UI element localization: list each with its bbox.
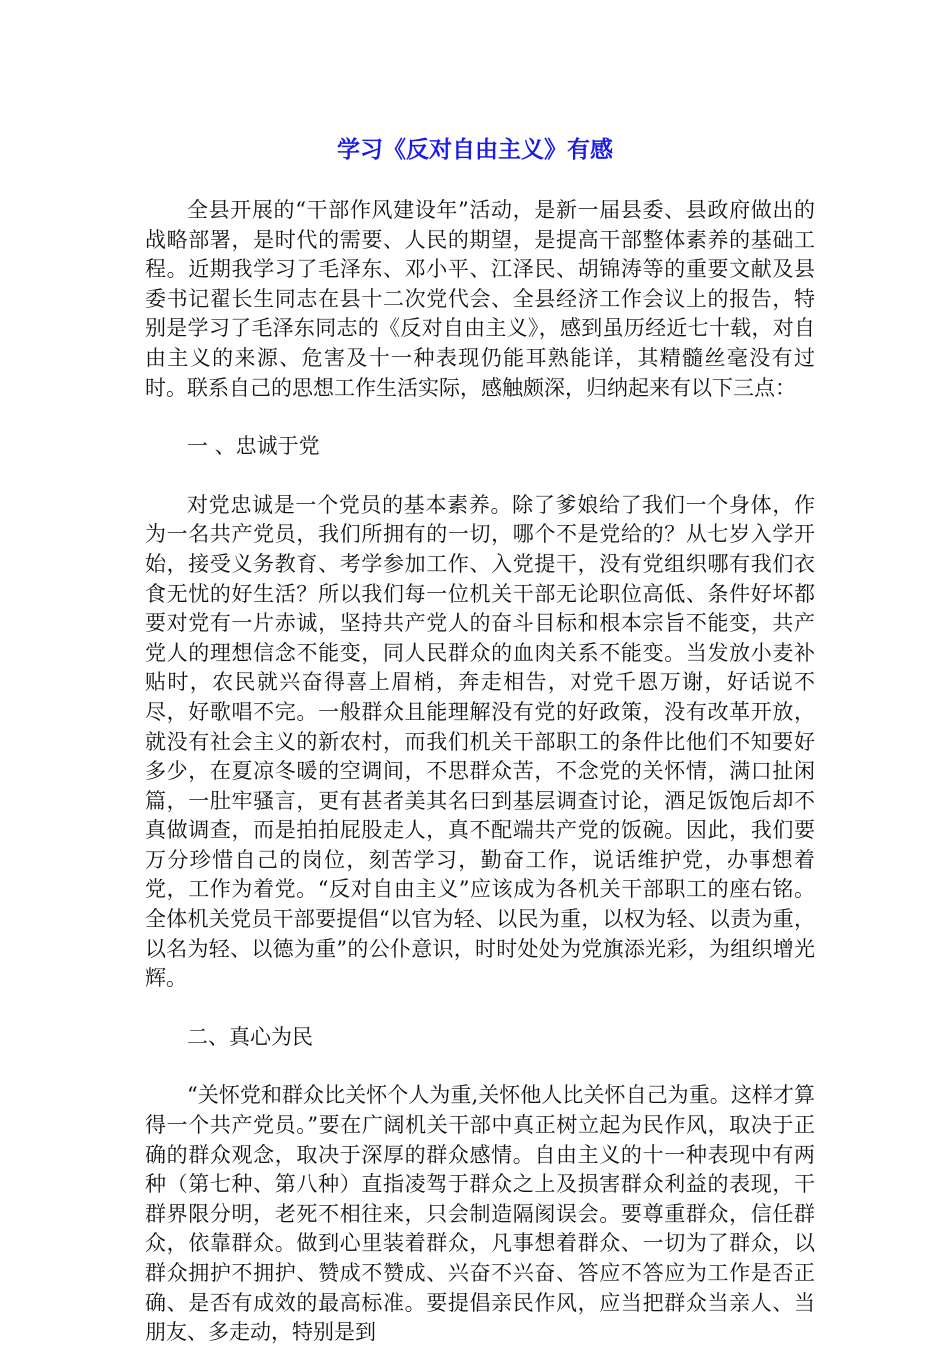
- section-heading-loyalty: 一 、忠诚于党: [187, 434, 320, 459]
- section-heading-people: 二、真心为民: [187, 1024, 313, 1049]
- paragraph-intro: 全县开展的“干部作风建设年”活动，是新一届县委、县政府做出的战略部署，是时代的需要、人民的期望，是提高干部整体素养的基础工程。近期我学习了毛泽东、邓小平、江泽民、胡锦涛等的重要文献及县委书记翟长生同志在县十二次党代会、全县经济工作会议上的报告，特别是学习了毛泽东同志的《反对自由主义》，感到虽历经近七十载，对自由主义的来源、危害及十一种表现仍能耳熟能详，其精髓丝毫没有过时。联系自己的思想工作生活实际，感触颇深，归纳起来有以下三点：: [145, 198, 815, 400]
- paragraph-loyalty: 对党忠诚是一个党员的基本素养。除了爹娘给了我们一个身体，作为一名共产党员，我们所拥有的一切，哪个不是党给的？从七岁入学开始，接受义务教育、考学参加工作、入党提干，没有党组织哪有我们衣食无忧的好生活？所以我们每一位机关干部无论职位高低、条件好坏都要对党有一片赤诚，坚持共产党人的奋斗目标和根本宗旨不能变，共产党人的理想信念不能变，同人民群众的血肉关系不能变。当发放小麦补贴时，农民就兴奋得喜上眉梢，奔走相告，对党千恩万谢，好话说不尽，好歌唱不完。一般群众且能理解没有党的好政策，没有改革开放，就没有社会主义的新农村，而我们机关干部职工的条件比他们不知要好多少，在夏凉冬暖的空调间，不思群众苦，不念党的关怀情，满口扯闲篇，一肚牢骚言，更有甚者美其名曰到基层调查讨论，酒足饭饱后却不真做调查，而是拍拍屁股走人，真不配端共产党的饭碗。因此，我们要万分珍惜自己的岗位，刻苦学习，勤奋工作，说话维护党，办事想着党，工作为着党。“反对自由主义”应该成为各机关干部职工的座右铭。全体机关党员干部要提倡“以官为轻、以民为重，以权为轻、以责为重，以名为轻、以德为重”的公仆意识，时时处处为党旗添光彩，为组织增光辉。: [145, 492, 815, 991]
- document-title: 学习《反对自由主义》有感: [337, 137, 613, 163]
- document-body: [145, 196, 815, 1348]
- paragraph-people: “关怀党和群众比关怀个人为重,关怀他人比关怀自己为重。这样才算得一个共产党员。”要在广阔机关干部中真正树立起为民作风，取决于正确的群众观念，取决于深厚的群众感情。自由主义的十一种表现中有两种（第七种、第八种）直指凌驾于群众之上及损害群众利益的表现，干群界限分明，老死不相往来，只会制造隔阂误会。要尊重群众，信任群众，依靠群众。做到心里装着群众，凡事想着群众、一切为了群众，以群众拥护不拥护、赞成不赞成、兴奋不兴奋、答应不答应为工作是否正确、是否有成效的最高标准。要提倡亲民作风，应当把群众当亲人、当朋友、多走动，特别是到: [145, 1083, 815, 1345]
